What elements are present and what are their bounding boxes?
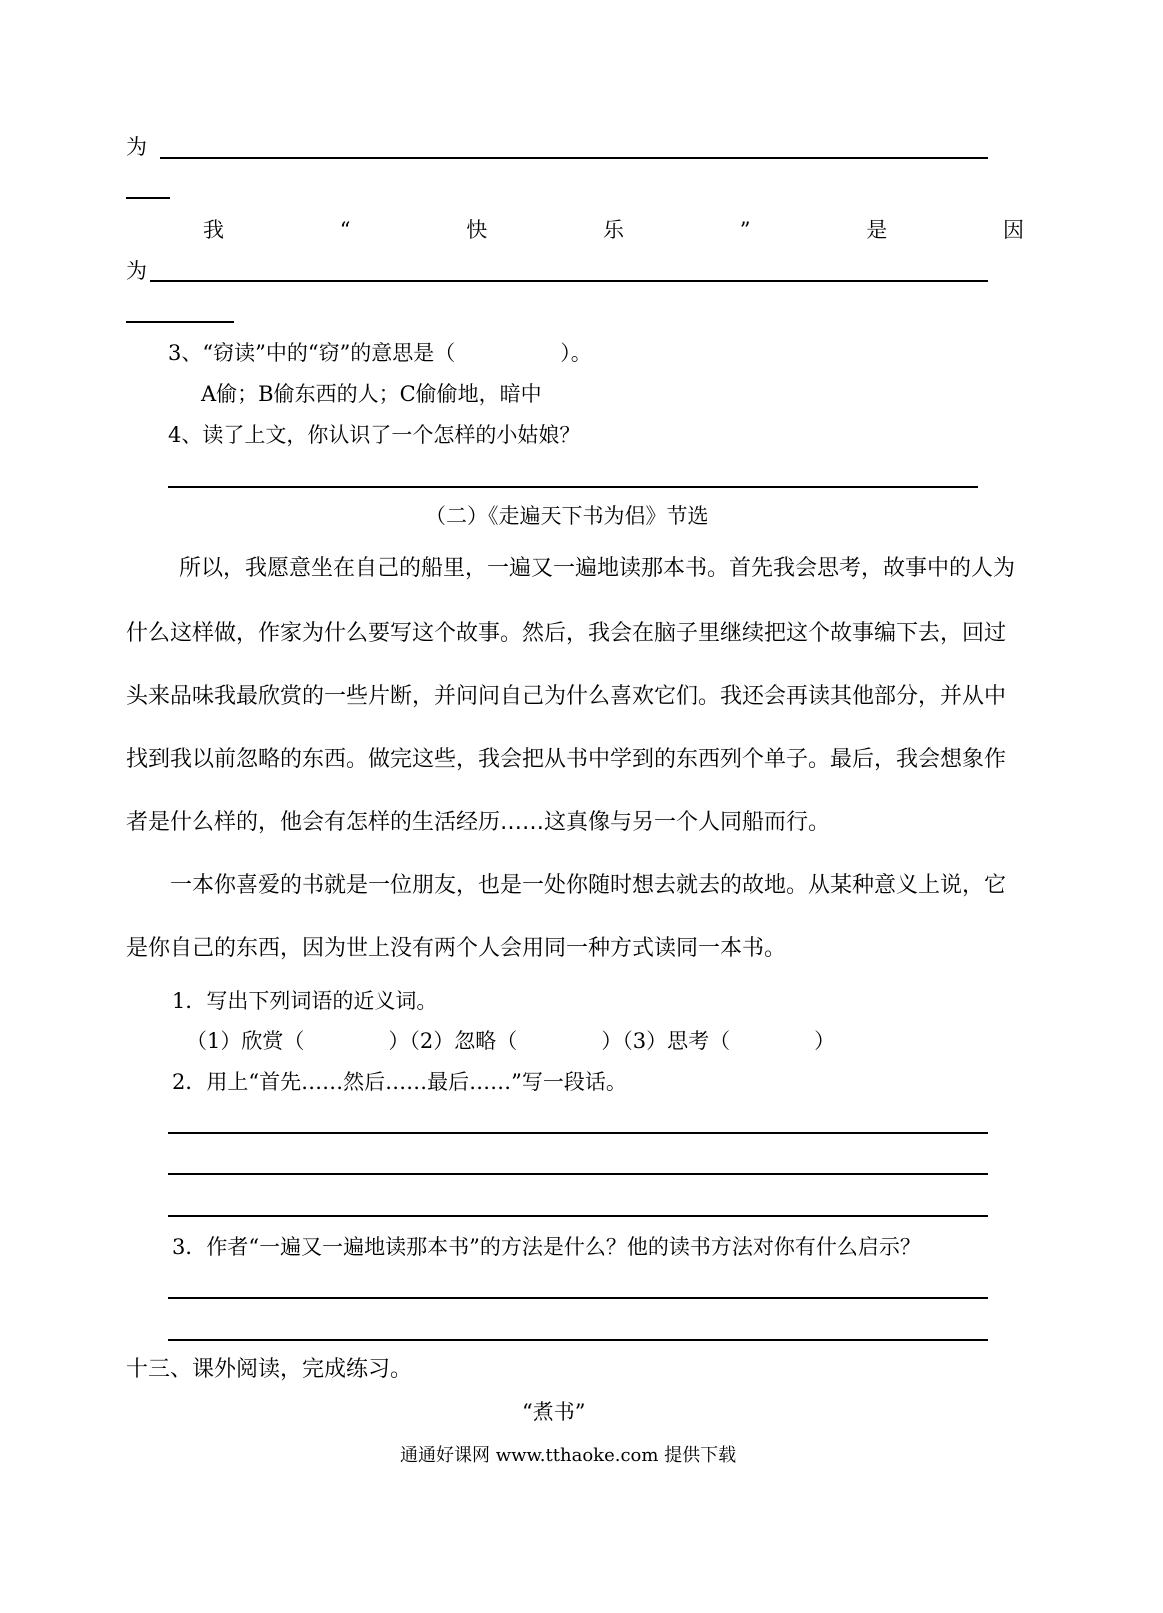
question-1: 1．写出下列词语的近义词。 [172, 989, 438, 1013]
answer-line-1[interactable] [160, 157, 988, 159]
line-prefix-1: 为 [126, 135, 147, 159]
line-prefix-2: 为 [126, 259, 147, 283]
page-footer: 通通好课网 www.tthaoke.com 提供下载 [400, 1445, 737, 1466]
passage-line: 所以，我愿意坐在自己的船里，一遍又一遍地读那本书。首先我会思考，故事中的人为 [179, 556, 1016, 581]
question-1-items: （1）欣赏（ ）（2）忽略（ ）（3）思考（ ） [186, 1029, 836, 1053]
question-3-options: A偷；B偷东西的人；C偷偷地，暗中 [201, 382, 542, 406]
answer-line-q2[interactable] [168, 1215, 988, 1217]
question-4: 4、读了上文，你认识了一个怎样的小姑娘？ [168, 423, 581, 447]
answer-line-2[interactable] [150, 280, 988, 282]
passage-line: 是你自己的东西，因为世上没有两个人会用同一种方式读同一本书。 [126, 936, 787, 961]
row-char: ” [739, 218, 751, 242]
row-char: 快 [466, 218, 488, 242]
answer-line-q2[interactable] [168, 1173, 988, 1175]
row-char: 乐 [603, 218, 624, 242]
passage-line: 一本你喜爱的书就是一位朋友，也是一处你随时想去就去的故地。从某种意义上说，它 [170, 873, 1007, 898]
passage-line: 什么这样做，作家为什么要写这个故事。然后，我会在脑子里继续把这个故事编下去，回过 [126, 621, 1007, 646]
question-3: 3、“窃读”中的“窃”的意思是（ ）。 [168, 341, 592, 365]
section-title: （二）《走遍天下书为侣》节选 [425, 504, 709, 528]
answer-line-q3[interactable] [168, 1297, 988, 1299]
answer-line-1-tail[interactable] [126, 197, 170, 199]
section-heading: 十三、课外阅读，完成练习。 [126, 1357, 413, 1382]
question-3b: 3．作者“一遍又一遍地读那本书”的方法是什么？他的读书方法对你有什么启示？ [172, 1235, 921, 1259]
row-char: 因 [1003, 218, 1024, 242]
answer-line-2-tail[interactable] [126, 321, 234, 323]
happy-reason-row [203, 216, 1024, 244]
answer-line-q2[interactable] [168, 1132, 988, 1134]
answer-line-q3[interactable] [168, 1339, 988, 1341]
passage-line: 头来品味我最欣赏的一些片断，并问问自己为什么喜欢它们。我还会再读其他部分，并从中 [126, 684, 1007, 709]
passage-line: 找到我以前忽略的东西。做完这些，我会把从书中学到的东西列个单子。最后，我会想象作 [126, 747, 1007, 772]
row-char: “ [339, 218, 351, 242]
row-char: 是 [866, 218, 888, 242]
passage-line: 者是什么样的，他会有怎样的生活经历……这真像与另一个人同船而行。 [126, 810, 831, 835]
row-char: 我 [203, 218, 224, 242]
story-title: “煮书” [522, 1400, 586, 1424]
question-2: 2．用上“首先……然后……最后……”写一段话。 [172, 1070, 627, 1094]
answer-line-q4[interactable] [168, 486, 978, 488]
